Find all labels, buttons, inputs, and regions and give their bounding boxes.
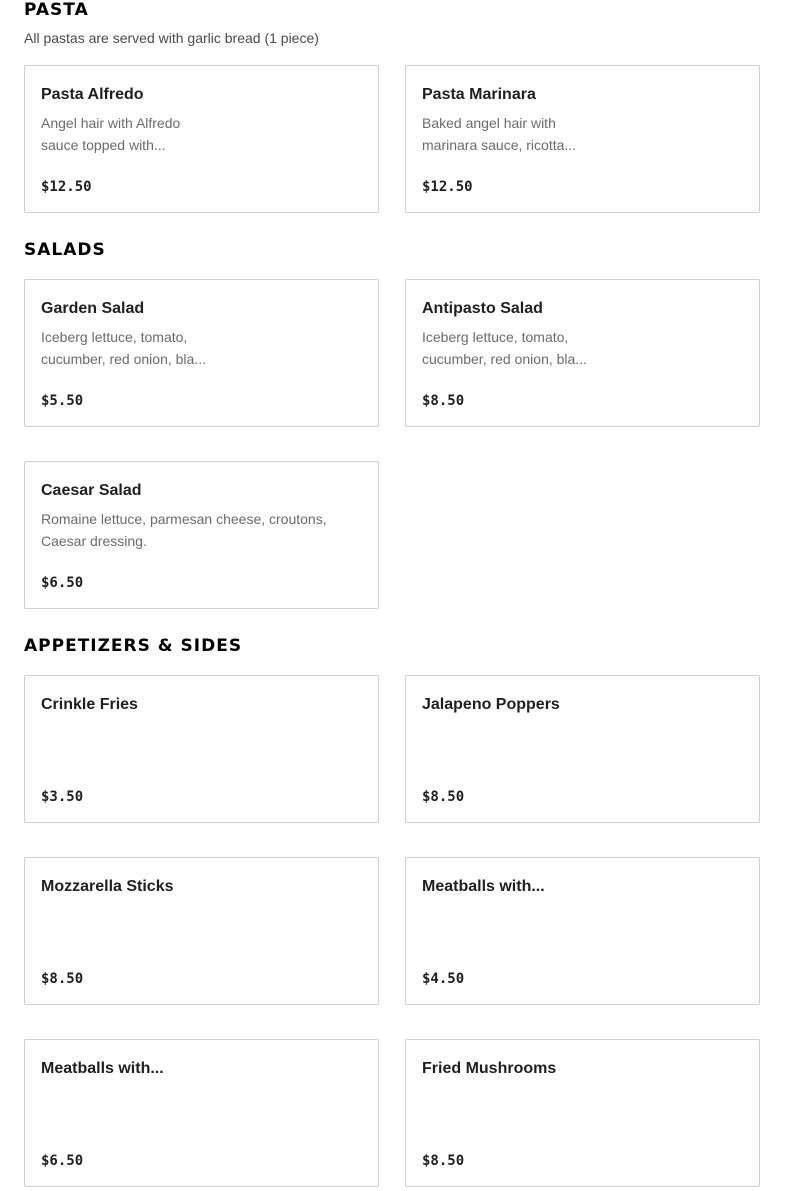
- menu-item-name: Garden Salad: [41, 300, 145, 317]
- menu-item-card[interactable]: [24, 65, 379, 213]
- menu-item-name: Caesar Salad: [41, 482, 142, 499]
- menu-item-card[interactable]: [24, 675, 379, 823]
- menu-item-price: $12.50: [41, 179, 92, 195]
- menu-item-name: Pasta Marinara: [422, 86, 536, 103]
- menu-item-price: $3.50: [41, 789, 84, 805]
- menu-item-description: Iceberg lettuce, tomato, cucumber, red onion, bla...: [422, 329, 587, 367]
- menu-item-card[interactable]: [405, 1039, 760, 1187]
- menu-item-description: Iceberg lettuce, tomato, cucumber, red onion, bla...: [41, 329, 206, 367]
- menu-item-card[interactable]: [24, 1039, 379, 1187]
- menu-item-name: Jalapeno Poppers: [422, 696, 560, 713]
- menu-item-description: Baked angel hair with marinara sauce, ricotta...: [422, 115, 577, 153]
- menu-item-name: Fried Mushrooms: [422, 1060, 557, 1077]
- menu-item-card[interactable]: [405, 279, 760, 427]
- menu-item-price: $6.50: [41, 1153, 84, 1169]
- menu-item-name: Meatballs with...: [422, 878, 545, 895]
- menu-item-price: $8.50: [422, 789, 465, 805]
- menu-item-name: Crinkle Fries: [41, 696, 138, 713]
- section-title-appetizers: APPETIZERS & SIDES: [24, 636, 243, 656]
- menu-item-card[interactable]: [405, 675, 760, 823]
- menu-item-description: Romaine lettuce, parmesan cheese, croutons, Caesar dressing.: [41, 511, 327, 549]
- menu-item-card[interactable]: [24, 461, 379, 609]
- menu-item-card[interactable]: [24, 857, 379, 1005]
- menu-item-name: Mozzarella Sticks: [41, 878, 174, 895]
- section-title-salads: SALADS: [24, 240, 106, 260]
- menu-item-price: $5.50: [41, 393, 84, 409]
- menu-item-card[interactable]: [405, 65, 760, 213]
- section-note-pasta: All pastas are served with garlic bread (1 piece): [24, 30, 319, 46]
- menu-item-price: $8.50: [41, 971, 84, 987]
- menu-item-price: $6.50: [41, 575, 84, 591]
- menu-item-price: $8.50: [422, 1153, 465, 1169]
- menu-item-price: $8.50: [422, 393, 465, 409]
- menu-item-price: $4.50: [422, 971, 465, 987]
- section-title-pasta: PASTA: [24, 0, 89, 20]
- menu-item-card[interactable]: [24, 279, 379, 427]
- menu-item-name: Pasta Alfredo: [41, 86, 144, 103]
- menu-item-card[interactable]: [405, 857, 760, 1005]
- menu-item-description: Angel hair with Alfredo sauce topped with...: [41, 115, 181, 153]
- menu-item-name: Antipasto Salad: [422, 300, 543, 317]
- menu-item-name: Meatballs with...: [41, 1060, 164, 1077]
- menu-item-price: $12.50: [422, 179, 473, 195]
